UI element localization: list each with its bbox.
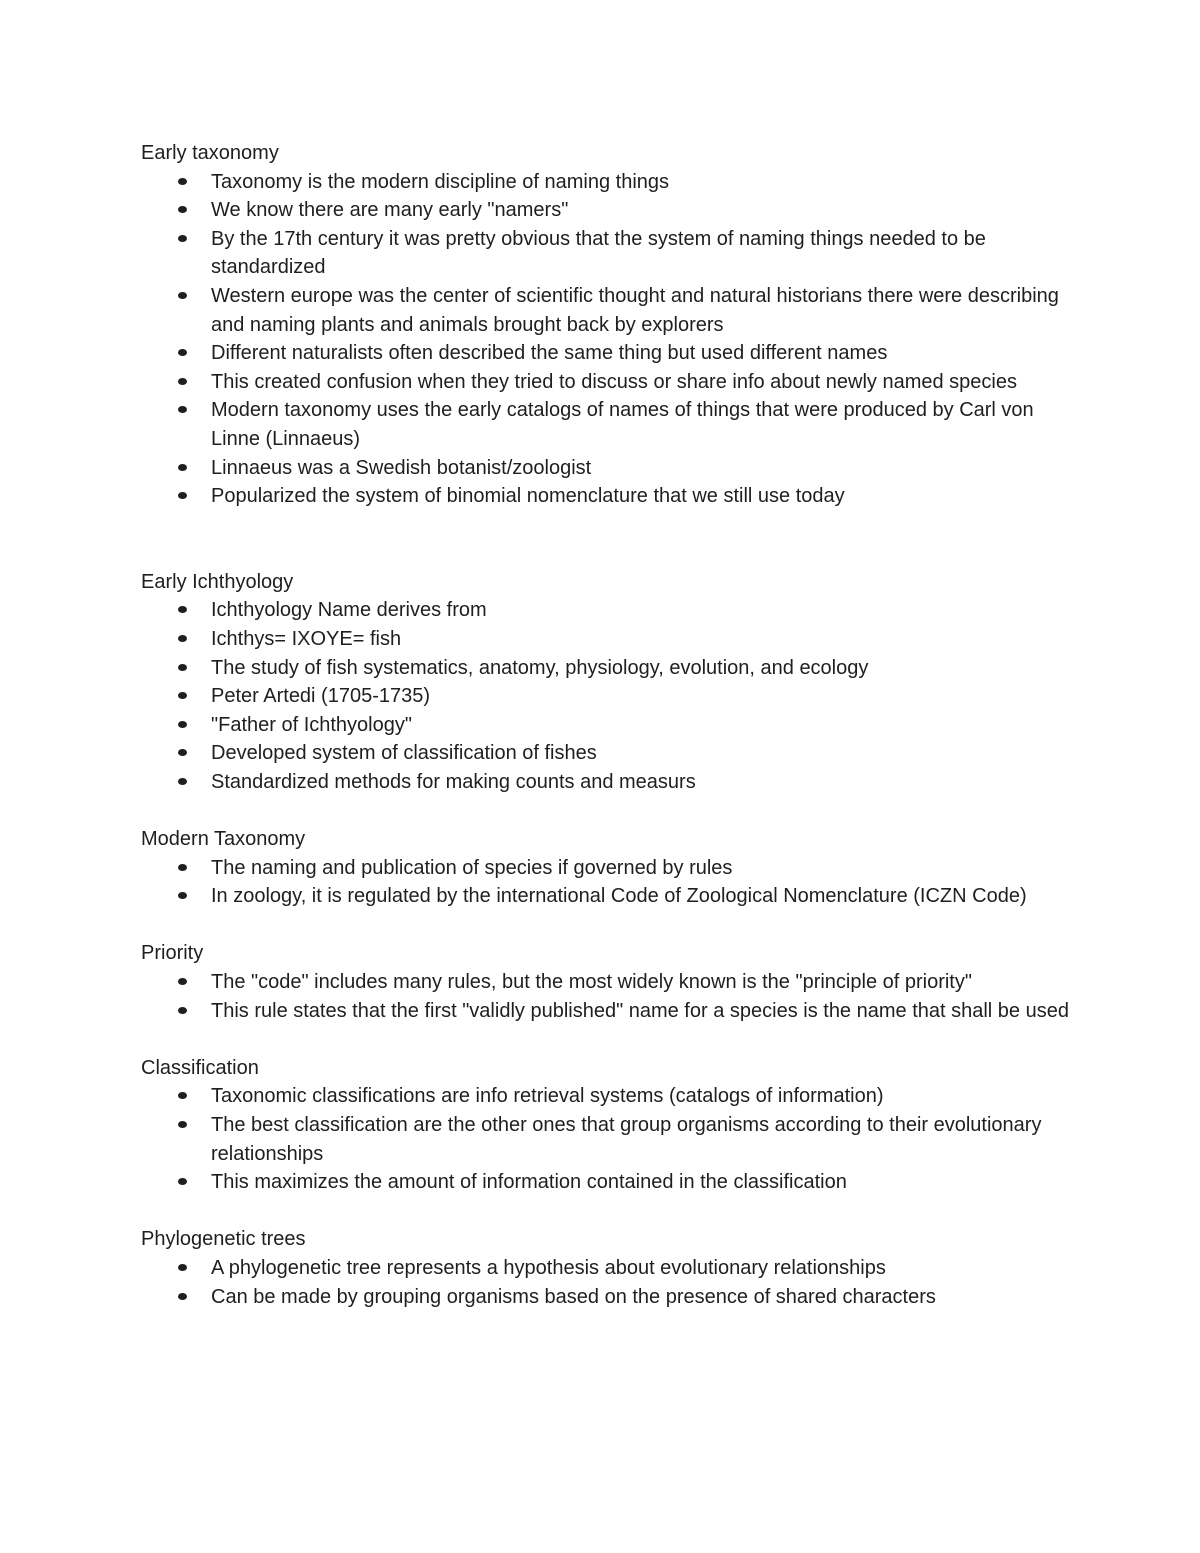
bullet-icon [178, 892, 187, 899]
bullet-text: The naming and publication of species if governed by rules [211, 856, 733, 879]
bullet-list [141, 854, 1071, 911]
spacer [141, 511, 1071, 568]
list-item [141, 368, 1071, 397]
bullet-text: In zoology, it is regulated by the international Code of Zoological Nomenclature (ICZN Code) [211, 885, 1027, 908]
bullet-icon [178, 1121, 187, 1128]
list-item [141, 739, 1071, 768]
list-item [141, 396, 1071, 453]
section-classification [141, 1054, 1071, 1197]
bullet-icon [178, 378, 187, 385]
section-modern-taxonomy [141, 825, 1071, 911]
list-item [141, 654, 1071, 683]
list-item [141, 1254, 1071, 1283]
bullet-text: By the 17th century it was pretty obvious that the system of naming things needed to be standardized [211, 227, 986, 279]
bullet-list [141, 168, 1071, 511]
list-item [141, 968, 1071, 997]
list-item [141, 1283, 1071, 1312]
bullet-icon [178, 178, 187, 185]
list-item [141, 282, 1071, 339]
spacer [141, 1197, 1071, 1226]
bullet-text: The study of fish systematics, anatomy, physiology, evolution, and ecology [211, 656, 869, 679]
bullet-icon [178, 864, 187, 871]
bullet-icon [178, 206, 187, 213]
list-item [141, 625, 1071, 654]
bullet-list [141, 1254, 1071, 1311]
section-title: Early taxonomy [141, 142, 279, 164]
bullet-text: We know there are many early "namers" [211, 199, 569, 222]
bullet-icon [178, 406, 187, 413]
list-item [141, 596, 1071, 625]
bullet-icon [178, 1007, 187, 1014]
bullet-icon [178, 1293, 187, 1300]
bullet-text: This created confusion when they tried to discuss or share info about newly named species [211, 370, 1017, 393]
section-title: Modern Taxonomy [141, 828, 306, 851]
list-item [141, 711, 1071, 740]
spacer [141, 796, 1071, 825]
bullet-icon [178, 978, 187, 985]
bullet-text: Peter Artedi (1705-1735) [211, 685, 431, 708]
list-item [141, 768, 1071, 797]
list-item [141, 1082, 1071, 1111]
bullet-text: Modern taxonomy uses the early catalogs of names of things that were produced by Carl von Linne (Linnaeus) [211, 399, 1034, 450]
bullet-icon [178, 778, 187, 785]
bullet-text: Ichthyology Name derives from [211, 599, 487, 622]
list-item [141, 482, 1071, 511]
bullet-icon [178, 606, 187, 613]
section-title: Early Ichthyology [141, 570, 294, 593]
list-item [141, 1168, 1071, 1197]
list-item [141, 339, 1071, 368]
section-priority [141, 939, 1071, 1025]
bullet-text: A phylogenetic tree represents a hypothesis about evolutionary relationships [211, 1256, 886, 1279]
bullet-icon [178, 692, 187, 699]
bullet-text: Taxonomy is the modern discipline of naming things [211, 170, 670, 193]
bullet-text: Popularized the system of binomial nomenclature that we still use today [211, 485, 845, 508]
bullet-text: Linnaeus was a Swedish botanist/zoologist [211, 456, 592, 479]
bullet-list [141, 1082, 1071, 1196]
bullet-icon [178, 235, 187, 242]
bullet-text: The best classification are the other ones that group organisms according to their evolutionary relationships [211, 1114, 1042, 1165]
list-item [141, 168, 1071, 197]
bullet-icon [178, 464, 187, 471]
section-early-taxonomy [141, 139, 1071, 511]
section-phylogenetic-trees [141, 1225, 1071, 1311]
bullet-icon [178, 1092, 187, 1099]
spacer [141, 1025, 1071, 1054]
section-early-ichthyology [141, 568, 1071, 797]
list-item [141, 854, 1071, 883]
bullet-text: Can be made by grouping organisms based on the presence of shared characters [211, 1285, 936, 1308]
bullet-icon [178, 292, 187, 299]
bullet-list [141, 596, 1071, 796]
bullet-text: Developed system of classification of fishes [211, 742, 597, 765]
bullet-icon [178, 635, 187, 642]
section-title: Phylogenetic trees [141, 1228, 306, 1251]
bullet-icon [178, 664, 187, 671]
bullet-text: This maximizes the amount of information contained in the classification [211, 1171, 847, 1194]
document-page [141, 139, 1071, 1311]
section-title: Priority [141, 942, 204, 965]
spacer [141, 911, 1071, 940]
list-item [141, 454, 1071, 483]
bullet-icon [178, 1264, 187, 1271]
bullet-text: This rule states that the first "validly published" name for a species is the name that shall be used [211, 999, 1069, 1022]
bullet-text: Different naturalists often described the same thing but used different names [211, 342, 888, 365]
bullet-text: Western europe was the center of scientific thought and natural historians there were describing and naming plants and animals brought back by explorers [211, 284, 1059, 336]
list-item [141, 225, 1071, 282]
section-title: Classification [141, 1056, 259, 1079]
bullet-list [141, 968, 1071, 1025]
bullet-icon [178, 1178, 187, 1185]
list-item [141, 682, 1071, 711]
bullet-text: The "code" includes many rules, but the most widely known is the "principle of priority" [211, 971, 972, 994]
bullet-icon [178, 749, 187, 756]
list-item [141, 1111, 1071, 1168]
bullet-text: Taxonomic classifications are info retrieval systems (catalogs of information) [211, 1085, 884, 1108]
bullet-text: Ichthys= IXOYE= fish [211, 627, 402, 650]
bullet-text: "Father of Ichthyology" [211, 713, 412, 736]
list-item [141, 882, 1071, 911]
list-item [141, 196, 1071, 225]
bullet-icon [178, 492, 187, 499]
bullet-icon [178, 349, 187, 356]
bullet-text: Standardized methods for making counts and measurs [211, 770, 696, 793]
list-item [141, 997, 1071, 1026]
bullet-icon [178, 721, 187, 728]
